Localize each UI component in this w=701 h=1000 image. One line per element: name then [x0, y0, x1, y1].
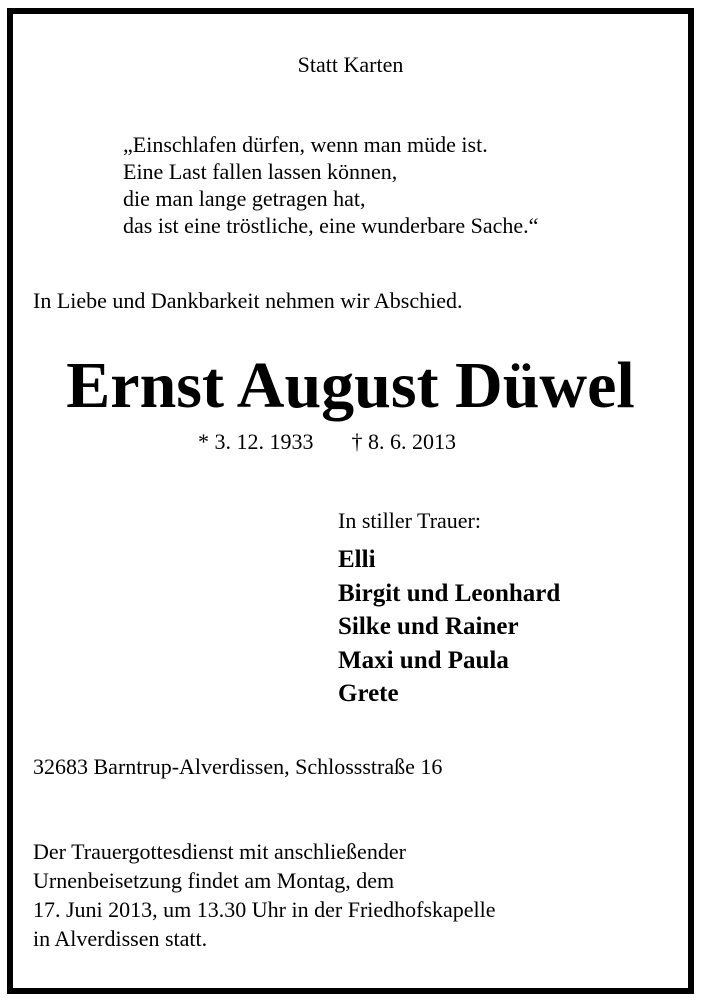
quote-line: Eine Last fallen lassen können, [123, 159, 398, 184]
mourner-name: Elli [338, 546, 376, 573]
death-date: † 8. 6. 2013 [351, 429, 456, 454]
service-line: in Alverdissen statt. [33, 926, 208, 951]
quote-line: „Einschlafen dürfen, wenn man müde ist. [123, 132, 488, 157]
quote-line: die man lange getragen hat, [123, 186, 366, 211]
mourning-label: In stiller Trauer: [338, 508, 481, 533]
service-info [33, 837, 496, 953]
deceased-name: Ernst August Düwel [66, 349, 635, 422]
mourner-name: Silke und Rainer [338, 613, 519, 640]
quote-line: das ist eine tröstliche, eine wunderbare Sache.“ [123, 213, 539, 238]
mourner-name: Maxi und Paula [338, 646, 509, 674]
farewell-intro: In Liebe und Dankbarkeit nehmen wir Abschied. [33, 288, 463, 313]
mourner-name: Birgit und Leonhard [338, 579, 561, 607]
mourners-list [338, 543, 560, 711]
service-line: 17. Juni 2013, um 13.30 Uhr in der Friedhofskapelle [33, 897, 496, 922]
service-line: Urnenbeisetzung findet am Montag, dem [33, 868, 395, 893]
address: 32683 Barntrup-Alverdissen, Schlossstraße 16 [33, 754, 443, 779]
life-dates [198, 429, 456, 455]
quote-block [123, 131, 538, 239]
birth-date: * 3. 12. 1933 [198, 429, 314, 454]
mourner-name: Grete [338, 680, 399, 707]
service-line: Der Trauergottesdienst mit anschließender [33, 839, 406, 864]
notice-header: Statt Karten [297, 52, 404, 77]
